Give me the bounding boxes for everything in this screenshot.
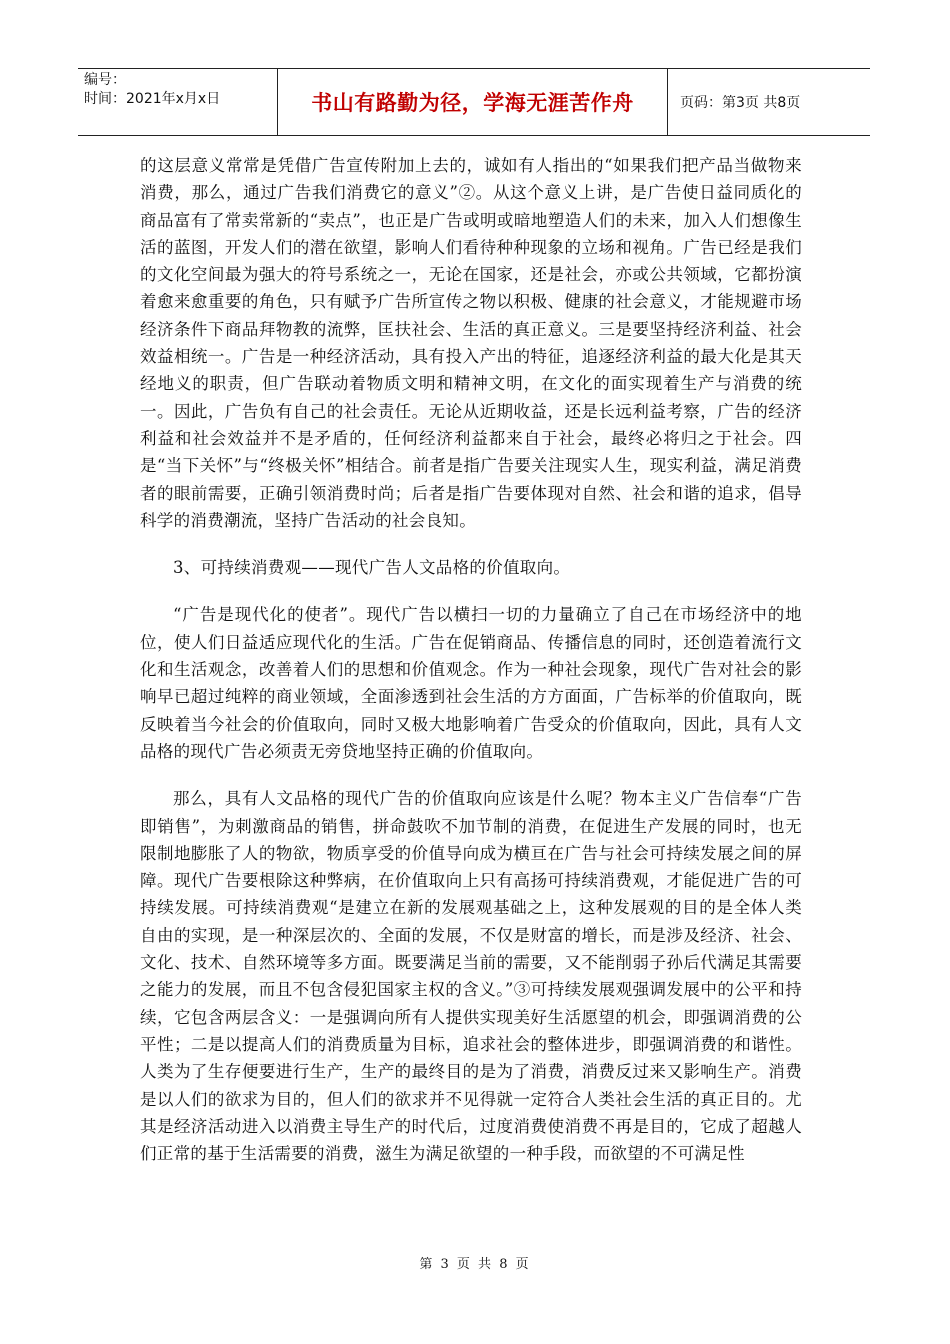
section-heading: 3、可持续消费观——现代广告人文品格的价值取向。 [173,558,571,578]
body-paragraph: 的这层意义常常是凭借广告宣传附加上去的，诚如有人指出的“如果我们把产品当做物来消费，那么，通过广告我们消费它的意义”②。从这个意义上讲，是广告使日益同质化的商品富有了常卖常新的“卖点”，也正是广告或明或暗地塑造人们的未来，加入人们想像生活的蓝图，开发人们的潜在欲望，影响人们看待种种现象的立场和视角。广告已经是我们的文化空间最为强大的符号系统之一，无论在国家，还是社会，亦或公共领域，它都扮演着愈来愈重要的角色，只有赋予广告所宣传之物以积极、健康的社会意义，才能规避市场经济条件下商品拜物教的流弊，匡扶社会、生活的真正意义。三是要坚持经济利益、社会效益相统一。广告是一种经济活动，具有投入产出的特征，追逐经济利益的最大化是其天经地义的职责，但广告联动着物质文明和精神文明，在文化的面实现着生产与消费的统一。因此，广告负有自己的社会责任。无论从近期收益，还是长远利益考察，广告的经济利益和社会效益并不是矛盾的，任何经济利益都来自于社会，最终必将归之于社会。四是“当下关怀”与“终极关怀”相结合。前者是指广告要关注现实人生，现实利益，满足消费者的眼前需要，正确引领消费时尚；后者是指广告要体现对自然、社会和谐的追求，倡导科学的消费潮流，坚持广告活动的社会良知。 [140,156,802,530]
header-page-info: 页码：第3页 共8页 [680,95,801,111]
page-footer: 第 3 页 共 8 页 [419,1257,531,1272]
body-paragraph: “广告是现代化的使者”。现代广告以横扫一切的力量确立了自己在市场经济中的地位，使人们日益适应现代化的生活。广告在促销商品、传播信息的同时，还创造着流行文化和生活观念，改善着人们的思想和价值观念。作为一种社会现象，现代广告对社会的影响早已超过纯粹的商业领域，全面渗透到社会生活的方方面面，广告标举的价值取向，既反映着当今社会的价值取向，同时又极大地影响着广告受众的价值取向，因此，具有人文品格的现代广告必须责无旁贷地坚持正确的价值取向。 [140,605,802,761]
body-paragraph: 那么，具有人文品格的现代广告的价值取向应该是什么呢？物本主义广告信奉“广告即销售”，为刺激商品的销售，拼命鼓吹不加节制的消费，在促进生产发展的同时，也无限制地膨胀了人的物欲，物质享受的价值导向成为横亘在广告与社会可持续发展之间的屏障。现代广告要根除这种弊病，在价值取向上只有高扬可持续消费观，才能促进广告的可持续发展。可持续消费观“是建立在新的发展观基础之上，这种发展观的目的是全体人类自由的实现，是一种深层次的、全面的发展，不仅是财富的增长，而是涉及经济、社会、文化、技术、自然环境等多方面。既要满足当前的需要，又不能削弱子孙后代满足其需要之能力的发展，而且不包含侵犯国家主权的含义。”③可持续发展观强调发展中的公平和持续，它包含两层含义：一是强调向所有人提供实现美好生活愿望的机会，即强调消费的公平性；二是以提高人们的消费质量为目标，追求社会的整体进步，即强调消费的和谐性。人类为了生存便要进行生产，生产的最终目的是为了消费，消费反过来又影响生产。消费是以人们的欲求为目的，但人们的欲求并不见得就一定符合人类社会生活的真正目的。尤其是经济活动进入以消费主导生产的时代后，过度消费使消费不再是目的，它成了超越人们正常的基于生活需要的消费，滋生为满足欲望的一种手段，而欲望的不可满足性 [140,789,802,1164]
header-motto: 书山有路勤为径，学海无涯苦作舟 [278,69,668,135]
document-body [140,152,802,1167]
document-time-label: 时间：2021年x月x日 [84,91,221,107]
page-header [78,68,870,136]
header-meta [78,69,278,135]
document-number-label: 编号： [84,72,126,88]
